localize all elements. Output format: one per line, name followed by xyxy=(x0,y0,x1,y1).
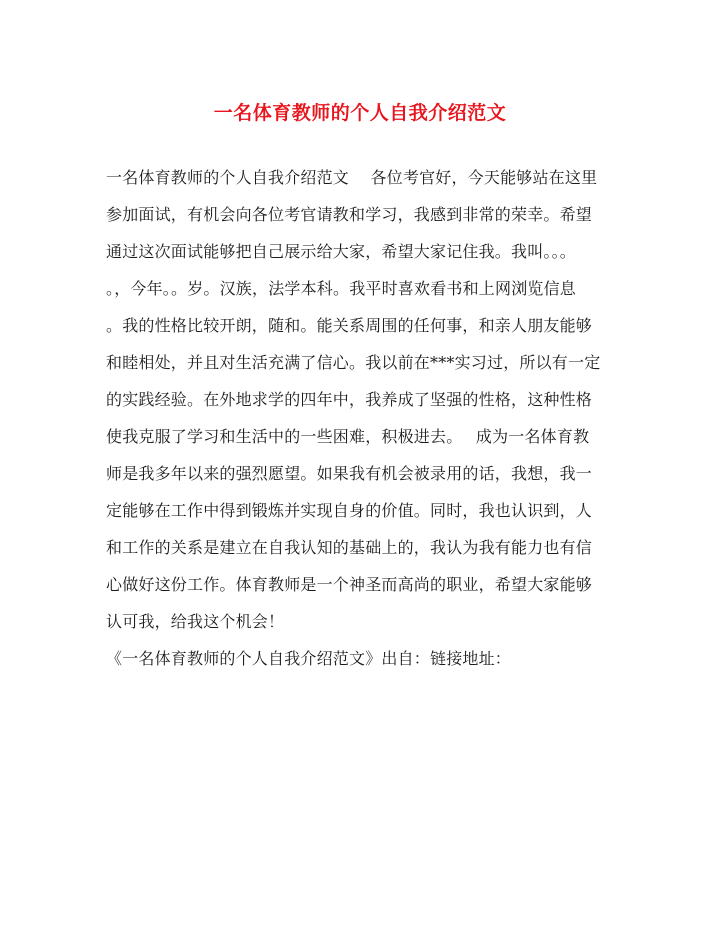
document-body xyxy=(106,159,616,677)
body-line: 使我克服了学习和生活中的一些困难，积极进去。 成为一名体育教 xyxy=(106,427,590,446)
body-line: 通过这次面试能够把自己展示给大家，希望大家记住我。我叫。。。 xyxy=(106,242,577,261)
body-line: 和工作的关系是建立在自我认知的基础上的，我认为我有能力也有信 xyxy=(106,538,593,557)
document-title: 一名体育教师的个人自我介绍范文 xyxy=(213,102,507,124)
body-line: 参加面试，有机会向各位考官请教和学习，我感到非常的荣幸。希望 xyxy=(106,205,593,224)
body-line: 的实践经验。在外地求学的四年中，我养成了坚强的性格，这种性格 xyxy=(106,390,593,409)
body-line: 和睦相处，并且对生活充满了信心。我以前在***实习过，所以有一定 xyxy=(106,353,601,372)
body-line: 。我的性格比较开朗，随和。能关系周围的任何事，和亲人朋友能够 xyxy=(106,316,593,335)
body-line: 一名体育教师的个人自我介绍范文 各位考官好，今天能够站在这里 xyxy=(106,168,598,187)
body-line: 。，今年。。岁。汉族，法学本科。我平时喜欢看书和上网浏览信息 xyxy=(106,279,577,298)
body-line: 认可我，给我这个机会！ xyxy=(106,612,285,631)
body-line: 师是我多年以来的强烈愿望。如果我有机会被录用的话，我想，我一 xyxy=(106,464,593,483)
body-line: 心做好这份工作。体育教师是一个神圣而高尚的职业，希望大家能够 xyxy=(106,575,593,594)
source-line: 《一名体育教师的个人自我介绍范文》出自：链接地址： xyxy=(106,649,512,668)
body-line: 定能够在工作中得到锻炼并实现自身的价值。同时，我也认识到，人 xyxy=(106,501,593,520)
